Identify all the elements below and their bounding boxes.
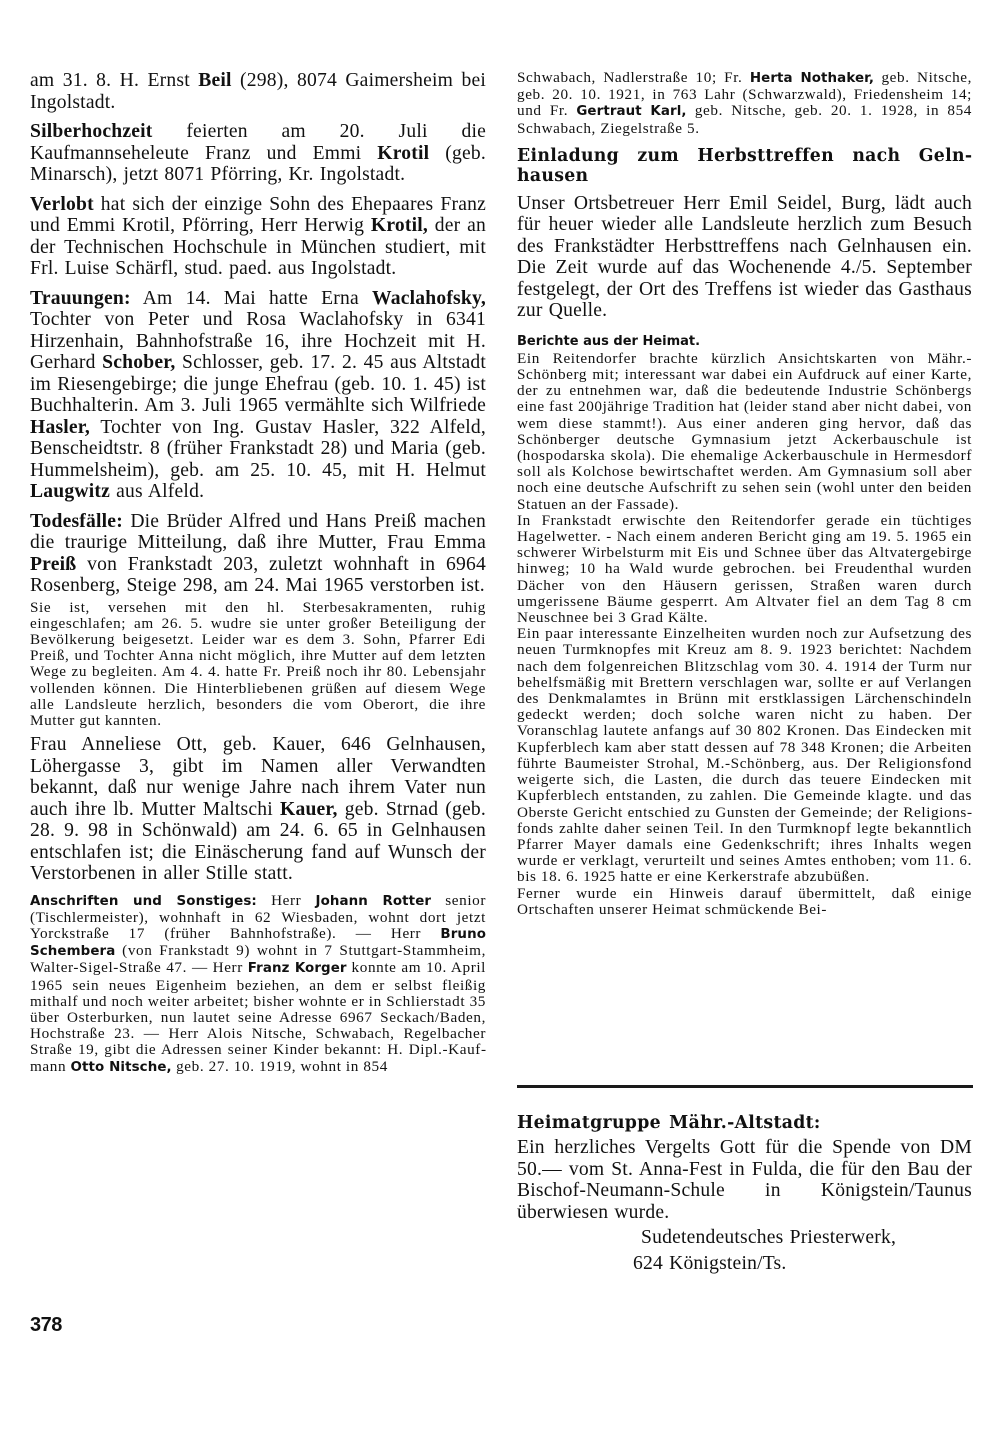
signature-location: 624 Königstein/Ts.	[633, 1252, 787, 1274]
subheading-berichte: Berichte aus der Heimat.	[517, 333, 701, 349]
page-number: 378	[30, 1314, 62, 1336]
notice-todesfaelle	[30, 511, 486, 597]
notice-trauungen	[30, 288, 486, 503]
name-bold: Preiß	[30, 553, 77, 575]
name-bold: Bruno Schembera	[30, 927, 486, 960]
section-label: Trauungen:	[30, 287, 131, 309]
text: geb. Strnad (geb. 28. 9. 98 in Schönwald) am 24. 6. 65 in Gelnhausen entschlafen ist; die Einäscherung fand auf Wunsch der Verstorbenen in aller Stille statt.	[30, 798, 487, 885]
notice-silberhochzeit	[30, 121, 486, 186]
text: Schlosser, geb. 17. 2. 45 aus Altstadt im Riesengebirge; die junge Ehefrau (geb. 10. 1. 45) ist Buchhalterin. Am 3. Juli 1965 vermählte sich Wilfriede	[30, 352, 487, 416]
name-bold: Kauer,	[280, 798, 338, 820]
name-bold: Franz Korger	[247, 961, 347, 977]
text: geb. Nitsche, geb. 20. 10. 1921, in 763 Lahr (Schwarzwald), Friedensheim 14; und Fr.	[517, 69, 973, 120]
text: geb. Nitsche, geb. 20. 1. 1928, in 854 Schwabach, Ziegelstraße 5.	[517, 102, 972, 137]
heimatgruppe-body: Ein herzliches Vergelts Gott für die Spende von DM 50.— vom St. Anna-Fest in Fulda, die für den Bau der Bischof-Neumann-Schule in Königstein/Taunus überwiesen wurde.	[517, 1137, 972, 1223]
section-label: Silberhochzeit	[30, 121, 153, 142]
text: (geb. Minarsch), jetzt 8071 Pförring, Kr. Ingolstadt.	[30, 142, 487, 185]
text: Frau Anneliese Ott, geb. Kauer, 646 Gelnhausen, Löhergasse 3, gibt im Namen aller Verwandten bekannt, daß nur wenige Jahre nach ihrem Vater nun auch ihre lb. Mutter Maltschi	[30, 734, 486, 820]
text: hat sich der einzige Sohn des Ehepaares Franz und Emmi Krotil, Pförring, Herr Herwig	[30, 193, 486, 236]
notice-kauer	[30, 734, 486, 885]
heading-herbsttreffen: Einladung zum Herbsttreffen nach Gelnhausen	[517, 145, 972, 186]
name-bold: Herta Nothaker,	[749, 71, 875, 86]
name-bold: Krotil,	[370, 215, 428, 236]
notice-beil	[30, 70, 486, 113]
heimatgruppe-section	[517, 1113, 972, 1274]
text: von Frankstadt 203, zuletzt wohnhaft in 6964 Rosenberg, Steige 298, am 24. Mai 1965 verstorben ist.	[30, 553, 486, 596]
text: (298), 8074 Gaimersheim bei Ingolstadt.	[30, 70, 486, 113]
heading-heimatgruppe: Heimatgruppe Mähr.-Altstadt:	[517, 1113, 821, 1133]
text: konnte am 10. April 1965 sein neues Eigenheim beziehen, an dem er selbst fleißig mithalf und noch weiter arbeitet; bisher wohnte er in Schlierstadt 35 über Osterburken, nun lautet seine Adresse 6967 Seckach/Baden, Hochstraße 23. — Herr Alois Nitsche, Schwabach, Regelbacher Straße 19, gibt die Adressen seiner Kinder bekannt: H. Dipl.-Kaufmann	[30, 959, 486, 1075]
notice-anschriften	[30, 893, 486, 1076]
name-bold: Beil	[198, 70, 232, 91]
text: am 31. 8. H. Ernst	[30, 70, 199, 91]
section-divider	[517, 1085, 973, 1088]
article-berichte-wetter: In Frankstadt erwischte den Reitendorfer gerade ein tüchtiges Hagelwetter. - Nach einem anderen Bericht ging am 19. 5. 1965 ein schwerer Wirbelsturm mit Eis und Schnee über das Altvatergebirge hinweg; 10 ha Wald wurde gebrochen. bei Freudenthal wurden Dächer von den Häusern gerissen, Straßen waren durch umgerissene Bäume gesperrt. Am Altvater fiel an dem Tag 8 cm Neuschnee bei 3 Grad Kälte.	[517, 511, 972, 627]
text: senior (Tischlermeister), wohnhaft in 62 Wiesbaden, wohnt dort jetzt Yorckstraße 17 (früher Bahnhofstraße). — Herr	[30, 891, 486, 943]
section-label: Todesfälle:	[30, 510, 123, 532]
name-bold: Johann Rotter	[315, 893, 432, 909]
section-label: Anschriften und Sonstiges:	[30, 893, 257, 909]
text: Tochter von Peter und Rosa Waclahofsky in 6341 Hirzenhain, Bahnhofstraße 16, ihre Hochzeit mit H. Gerhard	[30, 309, 486, 373]
section-label: Verlobt	[30, 193, 94, 215]
text: Die Brüder Alfred und Hans Preiß machen die traurige Mitteilung, daß ihre Mutter, Frau Emma	[30, 510, 486, 553]
text: Tochter von Ing. Gustav Hasler, 322 Alfeld, Benscheidtstr. 8 (früher Frankstadt 28) und Maria (geb. Hummelsheim), geb. am 25. 10. 45, mit H. Helmut	[30, 416, 486, 481]
notice-verlobt	[30, 194, 486, 280]
text: aus Alfeld.	[109, 481, 205, 502]
article-herbsttreffen: Unser Ortsbetreuer Herr Emil Seidel, Burg, lädt auch für heuer wieder alle Landsleute herzlich zum Besuch des Frankstädter Herbsttreffens nach Gelnhausen ein. Die Zeit wurde auf das Wochenende 4./5. September festgelegt, der Ort des Treffens ist wieder das Gasthaus zur Quelle.	[517, 192, 972, 322]
notice-nitsche-addresses	[517, 70, 972, 137]
text: der an der Technischen Hochschule in München studiert, mit Frl. Luise Schärfl, stud. paed. aus Ingolstadt.	[30, 215, 486, 279]
text: Schwabach, Nadlerstraße 10; Fr.	[517, 69, 750, 86]
name-bold: Otto Nitsche,	[70, 1059, 172, 1075]
name-bold: Waclahofsky,	[371, 287, 486, 309]
name-bold: Schober,	[102, 352, 176, 373]
name-bold: Laugwitz	[30, 481, 110, 502]
text: Am 14. Mai hatte Erna	[130, 287, 372, 309]
name-bold: Gertraut Karl,	[576, 104, 687, 120]
text: Herr	[256, 891, 316, 909]
article-berichte-turmknopf: Ein paar interessante Einzelheiten wurden noch zur Aufsetzung des neuen Turmknopfes mit Kreuz am 8. 9. 1923 berichtet: Nachdem nach dem folgenreichen Blitzschlag vom 30. 4. 1914 der Turm nur behelfsmäßig mit Brettern verschlagen war, sollte er auf Verlangen des Denkmalamtes in Brünn mit erstklassigen Lärchenschindeln gedeckt werden; doch solche waren nicht zu haben. Der Voranschlag lautete anfangs auf 30 802 Kronen. Das Eindecken mit Kupferblech kam aber statt dessen auf 78 348 Kronen; die Arbeiten führte Baumeister Strohal, M.-Schönberg, aus. Der Religionsfond weigerte sich, die Lasten, die durch das teuere Eindecken mit Kupferblech entstanden, zu zahlen. Die Gemeinde klagte. und das Oberste Gericht entschied zu Gunsten der Gemeinde; der Religionsfonds zahlte daher seinen Teil. In den Turmknopf legte bekanntlich Pfarrer Mayer damals eine Gedenkschrift; ihres Inhalts wegen wurde er verklagt, verurteilt und seines Amtes enthoben; vom 11. 6. bis 18. 6. 1925 hatte er eine Kerkerstrafe abzubüßen.	[517, 625, 972, 886]
notice-todesfaelle-detail: Sie ist, versehen mit den hl. Sterbesakramenten, ruhig eingeschlafen; am 26. 5. wudre sie unter großer Beteiligung der Bevölkerung beigesetzt. Leider war es dem 3. Sohn, Pfarrer Edi Preiß, und Tochter Anna nicht möglich, ihre Mutter auf dem letzten Wege zu begleiten. Am 4. 4. hatte Fr. Preiß noch ihr 80. Lebensjahr vollenden können. Die Hinterbliebenen grüßen auf diesem Wege alle Landsleute herzlich, besonders die vom Oberort, die ihre Mutter gut kannten.	[30, 598, 486, 729]
name-bold: Hasler,	[30, 416, 90, 438]
text: geb. 27. 10. 1919, wohnt in 854	[171, 1057, 388, 1075]
text: (von Frankstadt 9) wohnt in 7 Stuttgart-Stammheim, Walter-Sigel-Straße 47. — Herr	[30, 942, 486, 977]
right-column	[517, 70, 972, 918]
signature-organization: Sudetendeutsches Priesterwerk,	[641, 1227, 897, 1248]
name-bold: Krotil	[377, 142, 430, 164]
article-berichte-ansichtskarten: Ein Reitendorfer brachte kürzlich Ansichtskarten von Mähr.-Schönberg mit; interessant war dabei ein Aufdruck auf einer Karte, der zu entnehmen war, daß die bedeutende Industrie Schönbergs eine fast 200jährige Tradition hat (leider stand aber nicht dabei, von wem diese stammt!). Aus einer anderen ging hervor, daß das Schönberger deutsche Gymnasium jetzt Ackerbauschule ist (hospodarska skola). Die ehemalige Ackerbauschule in Hermesdorf soll als Kolchose bewirtschaftet werden. Am Gymnasium soll aber noch eine deutsche Aufschrift zu sehen sein (wohl unter den beiden Statuen an der Fassade).	[517, 349, 972, 513]
left-column	[30, 70, 486, 1076]
text: feierten am 20. Juli die Kaufmannseheleute Franz und Emmi	[30, 121, 486, 164]
article-berichte-ortschaften: Ferner wurde ein Hinweis darauf übermittelt, daß einige Ortschaften unserer Heimat schmückende Bei-	[517, 884, 972, 918]
